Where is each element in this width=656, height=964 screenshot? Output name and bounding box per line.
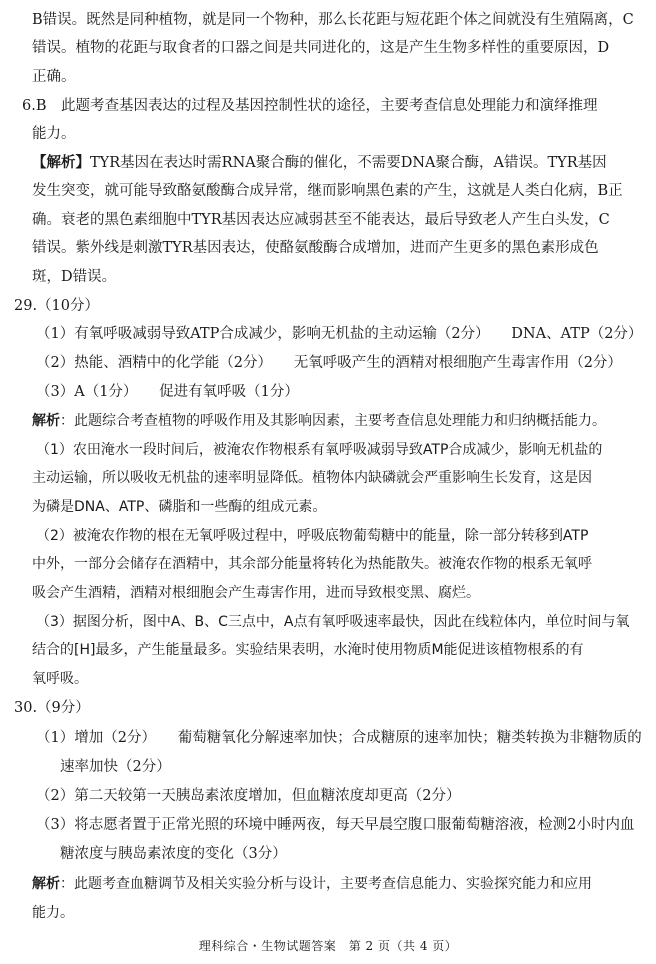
text-line: 确。衰老的黑色素细胞中TYR基因表达应减弱甚至不能表达，最后导致老人产生白头发，C (32, 212, 610, 228)
text-line: 能力。 (32, 126, 76, 142)
q6-analysis-first-line (32, 149, 607, 177)
q29-answer-1: （1）有氧呼吸减弱导致ATP合成减少，影响无机盐的主动运输（2分） DNA、ATP（2分） (36, 326, 643, 342)
q30-answer-1: （1）增加（2分） 葡萄糖氧化分解速率加快；合成糖原的速率加快；糖类转换为非糖物质的 (36, 730, 642, 746)
text-span: ：此题考查血糖调节及相关实验分析与设计，主要考查信息能力、实验探究能力和应用 (60, 876, 592, 892)
q30-analysis-intro (32, 870, 592, 898)
q29-title: 29.（10分） (14, 298, 100, 314)
text-line: （1）农田淹水一段时间后，被淹农作物根系有氧呼吸减弱导致ATP合成减少，影响无机盐的 (36, 442, 603, 458)
text-span: TYR基因在表达时需RNA聚合酶的催化，不需要DNA聚合酶，A错误。TYR基因 (90, 155, 607, 171)
text-line: 错误。植物的花距与取食者的口器之间是共同进化的，这是产生生物多样性的重要原因，D (32, 40, 610, 56)
text-span: ：此题综合考查植物的呼吸作用及其影响因素，主要考查信息处理能力和归纳概括能力。 (60, 413, 606, 429)
text-line: 吸会产生酒精，酒精对根细胞会产生毒害作用，进而导致根变黑、腐烂。 (32, 585, 480, 601)
text-line: 速率加快（2分） (60, 759, 171, 775)
text-line: 错误。紫外线是刺激TYR基因表达，使酪氨酸酶合成增加，进而产生更多的黑色素形成色 (32, 240, 599, 256)
q29-analysis-intro (32, 407, 606, 435)
text-line: 能力。 (32, 905, 74, 921)
page-footer: 理科综合・生物试题答案 第 2 页（共 4 页） (198, 939, 458, 953)
analysis-tag: 【解析】 (32, 154, 90, 171)
q30-answer-2: （2）第二天较第一天胰岛素浓度增加，但血糖浓度却更高（2分） (36, 788, 461, 804)
text-line: 正确。 (32, 69, 76, 85)
text-line: （3）据图分析，图中A、B、C三点中，A点有氧呼吸速率最快，因此在线粒体内，单位时间与氧 (36, 614, 630, 630)
text-line: 发生突变，就可能导致酪氨酸酶合成异常，继而影响黑色素的产生，这就是人类白化病，B正 (32, 183, 623, 199)
q29-answer-3: （3）A（1分） 促进有氧呼吸（1分） (36, 384, 299, 400)
text-line: 为磷是DNA、ATP、磷脂和一些酶的组成元素。 (32, 499, 327, 515)
text-line: 糖浓度与胰岛素浓度的变化（3分） (60, 846, 287, 862)
text-line: （2）被淹农作物的根在无氧呼吸过程中，呼吸底物葡萄糖中的能量，除一部分转移到ATP (36, 528, 589, 544)
analysis-tag: 解析 (32, 413, 60, 429)
text-line: 中外，一部分会储存在酒精中，其余部分能量将转化为热能散失。被淹农作物的根系无氧呼 (32, 556, 592, 572)
q30-title: 30.（9分） (14, 700, 90, 716)
text-line: 斑，D错误。 (32, 269, 117, 285)
text-line: 主动运输，所以吸收无机盐的速率明显降低。植物体内缺磷就会严重影响生长发育，这是因 (32, 470, 592, 486)
text-line: B错误。既然是同种植物，就是同一个物种，那么长花距与短花距个体之间就没有生殖隔离，C (32, 12, 634, 28)
q30-answer-3: （3）将志愿者置于正常光照的环境中睡两夜，每天早晨空腹口服葡萄糖溶液，检测2小时内血 (36, 817, 635, 833)
analysis-tag: 解析 (32, 876, 60, 892)
text-line: 氧呼吸。 (32, 671, 88, 687)
q6-heading: 6.B 此题考查基因表达的过程及基因控制性状的途径，主要考查信息处理能力和演绎推理 (22, 98, 598, 114)
text-line: 结合的[H]最多，产生能量最多。实验结果表明，水淹时使用物质M能促进该植物根系的有 (32, 642, 584, 658)
q29-answer-2: （2）热能、酒精中的化学能（2分） 无氧呼吸产生的酒精对根细胞产生毒害作用（2分） (36, 355, 622, 371)
